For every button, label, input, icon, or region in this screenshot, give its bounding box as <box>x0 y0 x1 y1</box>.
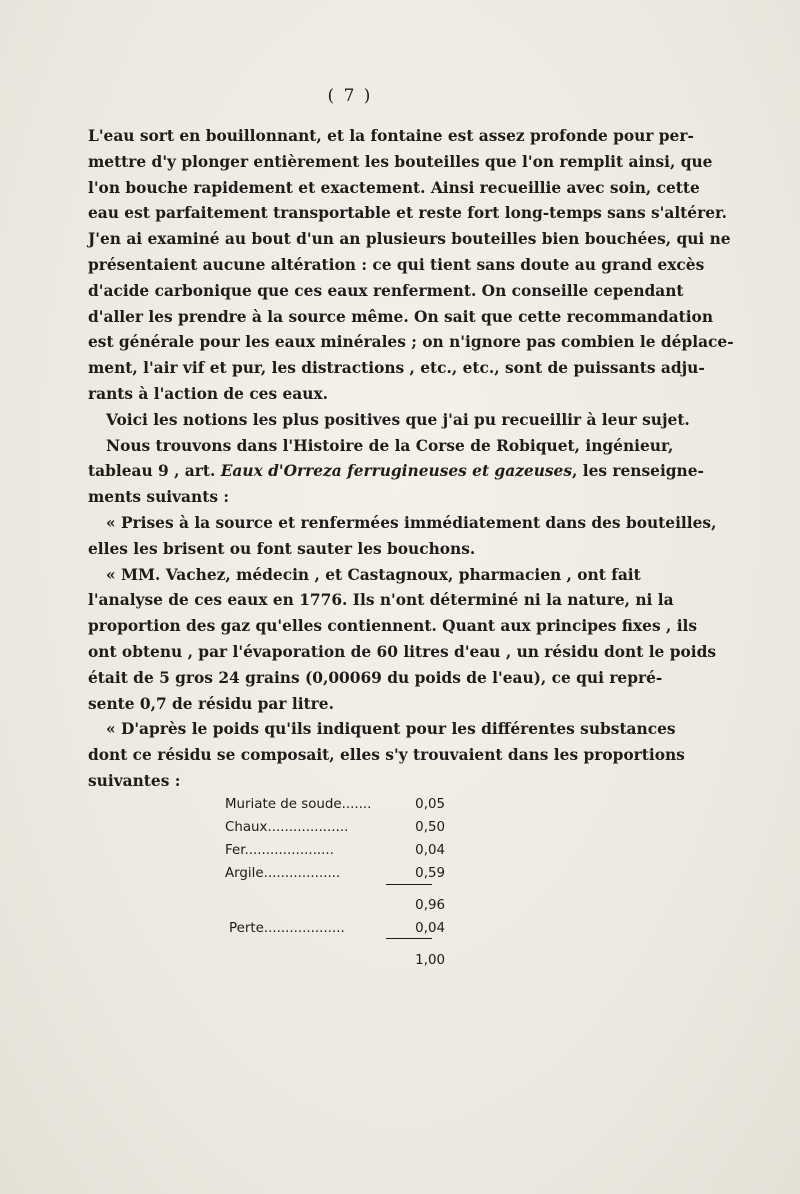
text-line: d'acide carbonique que ces eaux renferment. On conseille cependant <box>88 281 684 300</box>
text-line: J'en ai examiné au bout d'un an plusieurs bouteilles bien bouchées, qui ne <box>88 230 731 249</box>
text-line: Nous trouvons dans l'Histoire de la Corse de Robiquet, ingénieur, <box>106 436 674 455</box>
table-row <box>225 862 445 885</box>
paragraph-1 <box>88 124 734 408</box>
row-value: 0,59 <box>415 866 445 881</box>
text-line: présentaient aucune altération : ce qui tient sans doute au grand excès <box>88 255 705 274</box>
text-line: ont obtenu , par l'évaporation de 60 litres d'eau , un résidu dont le poids <box>88 642 717 661</box>
text-line <box>88 459 704 485</box>
row-label: Muriate de soude....... <box>225 797 372 812</box>
paragraph-4 <box>88 511 717 563</box>
italic-title: Eaux d'Orreza ferrugineuses et gazeuses <box>220 462 573 481</box>
text-line: sente 0,7 de résidu par litre. <box>88 694 334 713</box>
text-line: ment, l'air vif et pur, les distractions , etc., etc., sont de puissants adju- <box>88 359 705 378</box>
text-line: rants à l'action de ces eaux. <box>88 384 328 403</box>
total-value: 1,00 <box>415 953 445 968</box>
total-row <box>225 949 445 972</box>
paragraph-2 <box>88 408 690 434</box>
total-rule <box>386 938 432 939</box>
row-label: Chaux................... <box>225 820 349 835</box>
text-line: eau est parfaitement transportable et reste fort long-temps sans s'altérer. <box>88 204 728 223</box>
page-number: ( 7 ) <box>327 86 373 106</box>
text-line: « Prises à la source et renfermées immédiatement dans des bouteilles, <box>106 513 717 532</box>
text-line: était de 5 gros 24 grains (0,00069 du poids de l'eau), ce qui repré- <box>88 668 663 687</box>
text-line: « MM. Vachez, médecin , et Castagnoux, pharmacien , ont fait <box>106 565 641 584</box>
loss-row <box>225 917 445 940</box>
paragraph-5 <box>88 563 717 718</box>
table-row <box>225 816 445 839</box>
row-label: Perte................... <box>229 921 345 936</box>
text-line: elles les brisent ou font sauter les bouchons. <box>88 539 476 558</box>
text-line: dont ce résidu se composait, elles s'y trouvaient dans les proportions <box>88 746 685 765</box>
row-value: 0,04 <box>415 843 445 858</box>
subtotal-value: 0,96 <box>415 898 445 913</box>
row-value: 0,04 <box>415 921 445 936</box>
subtotal-rule <box>386 884 432 885</box>
text-line: l'on bouche rapidement et exactement. Ainsi recueillie avec soin, cette <box>88 178 700 197</box>
table-row <box>225 839 445 862</box>
text-line: d'aller les prendre à la source même. On sait que cette recommandation <box>88 307 714 326</box>
composition-table <box>225 793 445 972</box>
paragraph-3 <box>88 434 704 511</box>
row-value: 0,05 <box>415 797 445 812</box>
body-text <box>88 124 734 795</box>
row-label: Argile.................. <box>225 866 341 881</box>
subtotal-row <box>225 894 445 917</box>
text-line: L'eau sort en bouillonnant, et la fontaine est assez profonde pour per- <box>88 127 694 145</box>
text-line: l'analyse de ces eaux en 1776. Ils n'ont déterminé ni la nature, ni la <box>88 591 674 610</box>
text-line: mettre d'y plonger entièrement les bouteilles que l'on remplit ainsi, que <box>88 152 713 171</box>
text-line: ments suivants : <box>88 488 230 507</box>
row-label: Fer..................... <box>225 843 334 858</box>
text-fragment: tableau 9 , art. <box>88 462 221 481</box>
text-line: Voici les notions les plus positives que j'ai pu recueillir à leur sujet. <box>106 410 690 429</box>
text-line: suivantes : <box>88 771 181 790</box>
table-row <box>225 793 445 816</box>
text-line: « D'après le poids qu'ils indiquent pour les différentes substances <box>106 720 676 739</box>
paragraph-6 <box>88 717 685 794</box>
text-fragment: , les renseigne- <box>572 462 704 481</box>
row-value: 0,50 <box>415 820 445 835</box>
text-line: est générale pour les eaux minérales ; on n'ignore pas combien le déplace- <box>88 333 734 352</box>
text-line: proportion des gaz qu'elles contiennent. Quant aux principes fixes , ils <box>88 617 698 636</box>
